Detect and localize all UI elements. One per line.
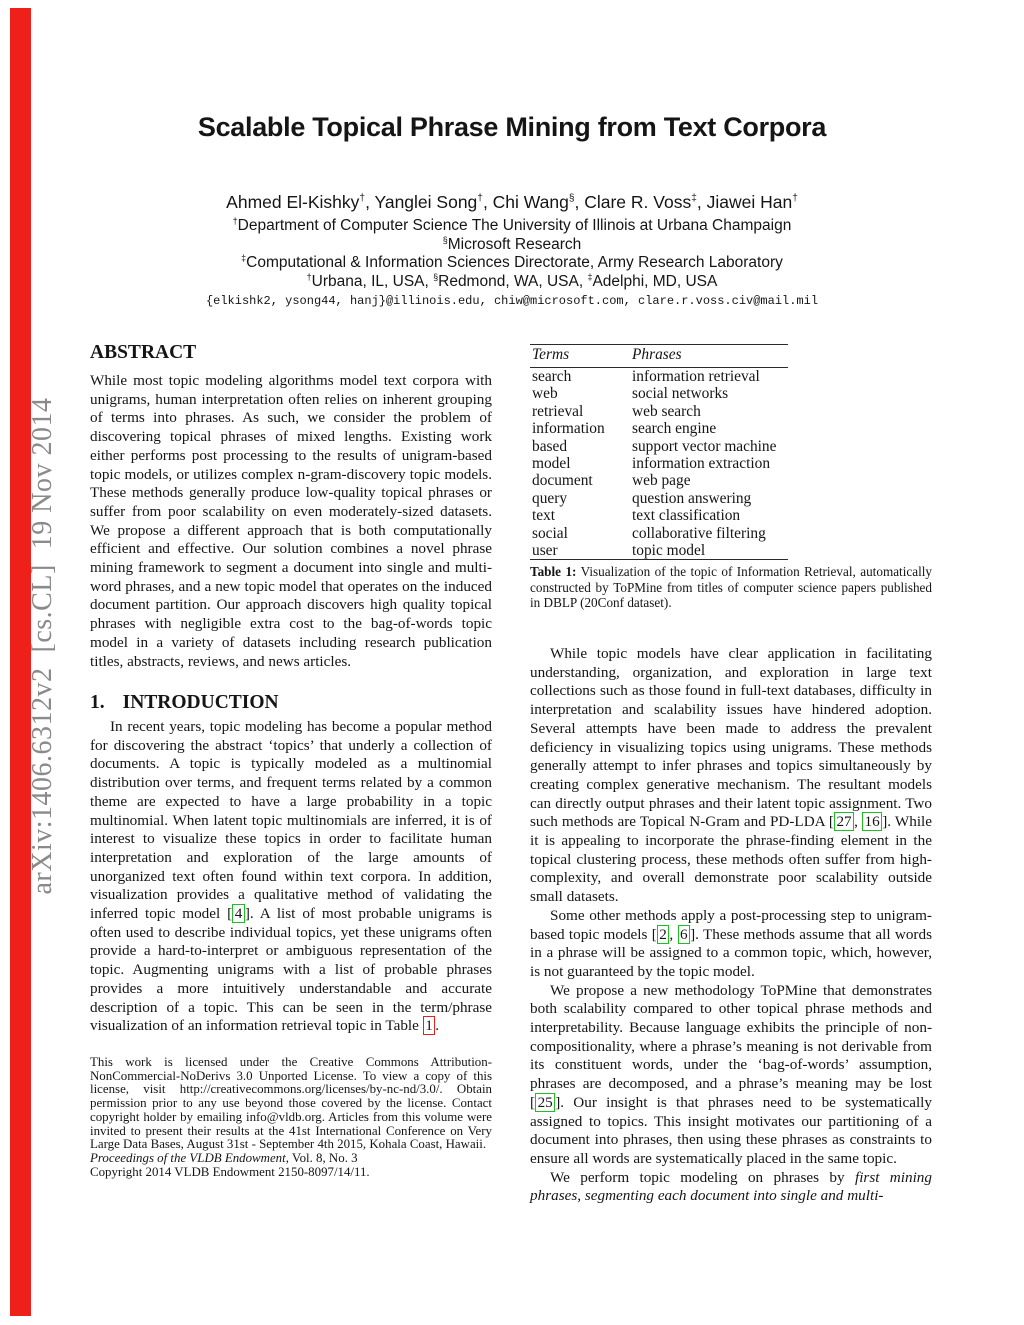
introduction-text [90,718,492,1036]
phrase-cell: collaborative filtering [632,524,766,542]
arxiv-watermark: arXiv:1406.6312v2 [cs.CL] 19 Nov 2014 [27,397,58,895]
table-1 [530,344,788,560]
text-run: , [669,925,678,943]
phrase-cell: information retrieval [632,368,760,385]
citation-link[interactable]: 25 [535,1093,555,1112]
citation-link[interactable]: 16 [862,812,882,831]
affiliation-line [0,217,1024,236]
table-row [530,490,788,507]
author-emails: {elkishk2, ysong44, hanj}@illinois.edu, chiw@microsoft.com, clare.r.voss.civ@mail.mil [205,294,819,308]
term-cell: information [532,420,605,438]
term-cell: query [532,489,568,507]
table-row [530,542,788,560]
table-row [530,455,788,472]
text-run: Proceedings of the VLDB Endowment, [90,1150,289,1165]
table-row [530,420,788,437]
text-run: ]. A list of most probable unigrams is often used to describe individual topics, yet these unigrams often provide a hard-to-interpret or ambiguous representation of the topic. Augmenting unigrams with a list of probable phrases provides a more intuitively understandable and accurate description of a topic. This can be seen in the term/phrase visualization of an information retrieval topic in Table [90,905,492,1035]
table-1-wrapper [530,344,932,560]
phrase-cell: information extraction [632,455,771,473]
section-title: INTRODUCTION [122,692,279,713]
citation-link[interactable]: 27 [834,812,854,831]
table-row [530,507,788,524]
proceedings-line [90,1152,492,1166]
section-heading-introduction [90,692,492,714]
affiliation-line [0,273,1024,292]
affiliation-line [0,236,1024,255]
abstract-heading: ABSTRACT [90,342,197,363]
copyright-line: Copyright 2014 VLDB Endowment 2150-8097/14/11. [90,1164,370,1179]
text-run: Vol. 8, No. 3 [288,1150,358,1165]
license-text: This work is licensed under the Creative Commons Attribution-NonCommercial-NoDerivs 3.0 Unported License. To view a copy of this license, visit http://creativecommons.org/licenses/by-nc-nd/3.0/. Obtain permission prior to any use beyond those covered by the license. Contact copyright holder by emailing info@vldb.org. Articles from this volume were invited to present their results at the 41st International Conference on Very Large Data Bases, August 31st - September 4th 2015, Kohala Coast, Hawaii. [90,1055,492,1152]
phrase-cell: social networks [632,385,729,403]
text-run: . [435,1017,440,1035]
citation-link[interactable]: 2 [657,925,670,944]
table-row [530,403,788,420]
phrase-cell: web page [632,472,691,490]
text-run: Redmond, WA, USA, [438,272,588,290]
text-run: Table 1: [530,564,577,579]
text-run: ‡ [691,193,697,205]
citation-link[interactable]: 4 [232,904,245,923]
text-run: , Yanglei Song [365,192,478,212]
phrase-cell: question answering [632,489,752,507]
text-run: ‡ [241,253,247,264]
table-header-terms: Terms [530,345,630,368]
text-run: § [442,234,448,245]
text-run: ]. Our insight is that phrases need to be systematically assigned to topics. This insight motivates our partitioning of a document into phrases, then using these phrases as constraints to ensure all words are systematically placed in the same topic. [530,1093,932,1167]
text-run: , [854,813,863,831]
table-row [530,472,788,489]
text-run: Adelphi, MD, USA [592,272,718,290]
term-cell: based [532,437,568,455]
term-cell: text [532,507,556,525]
text-run: Microsoft Research [447,235,582,253]
text-run: ]. These methods assume that all words in a phrase will be assigned to a common topic, which, however, is not guaranteed by the topic model. [530,925,932,980]
text-run: Urbana, IL, USA, [311,272,434,290]
body-paragraphs [530,645,932,1206]
abstract-paragraph [90,372,492,671]
phrase-cell: topic model [632,542,706,560]
citation-link[interactable]: 6 [678,925,691,944]
affiliations [0,217,1024,291]
text-run: † [232,215,238,226]
text-run: In recent years, topic modeling has become a popular method for discovering the abstract ‘topics’ that underly a collection of documents. A topic is typically modeled as a multinomial distribution over terms, and frequent terms related by a common theme are expected to have a large probability in a topic multinomial. When latent topic multinomials are inferred, it is of interest to visualize these topics in order to facilitate human interpretation and exploration of the large amounts of unorganized text often found within text corpora. In addition, visualization provides a qualitative method of validating the inferred topic model [ [90,718,492,923]
text-run: , Jiawei Han [696,192,793,212]
affiliation-line [0,254,1024,273]
paper-title: Scalable Topical Phrase Mining from Text Corpora [197,112,827,142]
text-run: first mining phrases, segmenting each document into single and multi- [530,1168,932,1205]
term-cell: document [532,472,593,490]
table-row [530,368,788,386]
paragraph [530,982,932,1169]
introduction-paragraph [90,718,492,1036]
citation-link[interactable]: 1 [423,1016,436,1035]
section-number: 1. [90,692,105,713]
author-line [0,192,1024,213]
table-1-caption [530,564,932,611]
text-run: ‡ [587,271,593,282]
term-cell: social [532,524,568,542]
text-run: Department of Computer Science The University of Illinois at Urbana Champaign [237,217,792,234]
table-1-body [530,368,788,560]
text-run: § [568,193,575,205]
text-run: Ahmed El-Kishky [226,192,360,212]
text-run: We perform topic modeling on phrases by [550,1168,855,1186]
text-run: , Chi Wang [482,192,569,212]
table-header-row [530,345,788,368]
text-run: We propose a new methodology ToPMine that demonstrates both scalability compared to other topical phrase methods and interpretability. Because language exhibits the principle of non-compositionality, where a phrase’s meaning is not derivable from its constituent words, under the ‘bag-of-words’ assumption, phrases are decomposed, and a phrase’s meaning may be lost [ [530,981,932,1111]
text-run: Some other methods apply a post-processing step to unigram-based topic models [ [530,906,932,943]
text-run: † [306,271,312,282]
term-cell: web [532,385,558,403]
text-run: † [359,193,366,205]
paragraph [530,907,932,982]
table-row [530,525,788,542]
term-cell: search [532,368,572,385]
phrase-cell: text classification [632,507,741,525]
phrase-cell: web search [632,402,701,420]
term-cell: model [532,455,571,473]
text-run: Computational & Information Sciences Directorate, Army Research Laboratory [246,254,783,272]
text-run: † [792,193,798,205]
table-row [530,385,788,402]
phrase-cell: search engine [632,420,717,438]
text-run: Visualization of the topic of Information Retrieval, automatically constructed by ToPMine from titles of computer science papers published in DBLP (20Conf dataset). [530,564,933,611]
paragraph [530,1169,932,1206]
term-cell: retrieval [532,402,584,420]
table-1-header [530,345,788,368]
abstract-text: While most topic modeling algorithms model text corpora with unigrams, human interpretation often relies on inherent grouping of terms into phrases. As such, we consider the problem of discovering topical phrases of mixed lengths. Existing work either performs post processing to the results of unigram-based topic models, or utilizes complex n-gram-discovery topic models. These methods generally produce low-quality topical phrases or suffer from poor scalability on even moderately-sized datasets. We propose a different approach that is both computationally efficient and effective. Our solution combines a novel phrase mining framework to segment a document into single and multi-word phrases, and a new topic model that operates on the induced document partition. Our approach discovers high quality topical phrases with negligible extra cost to the bag-of-words topic model in a variety of datasets including research publication titles, abstracts, reviews, and news articles. [90,372,492,670]
license-footnote [90,1056,492,1179]
paragraph [530,645,932,907]
text-run: † [477,193,483,205]
term-cell: user [532,542,558,560]
text-run: ]. While it is appealing to incorporate the phrase-finding element in the topical clustering process, these methods often suffer from high-complexity, and overall demonstrate poor scalability outside small datasets. [530,813,932,906]
text-run: , Clare R. Voss [574,192,692,212]
table-header-phrases: Phrases [630,345,788,368]
text-run: § [433,271,439,282]
table-row [530,438,788,455]
phrase-cell: support vector machine [632,437,777,455]
text-run: While topic models have clear application in facilitating understanding, organization, and exploration in large text collections such as those found in full-text databases, difficulty in interpretation and scalability issues have hindered adoption. Several attempts have been made to address the prevalent deficiency in visualizing topics using unigrams. These methods generally attempt to infer phrases and topics simultaneously by creating complex generative mechanism. The resultant models can directly output phrases and their latent topic assignment. Two such methods are Topical N-Gram and PD-LDA [ [530,645,932,831]
